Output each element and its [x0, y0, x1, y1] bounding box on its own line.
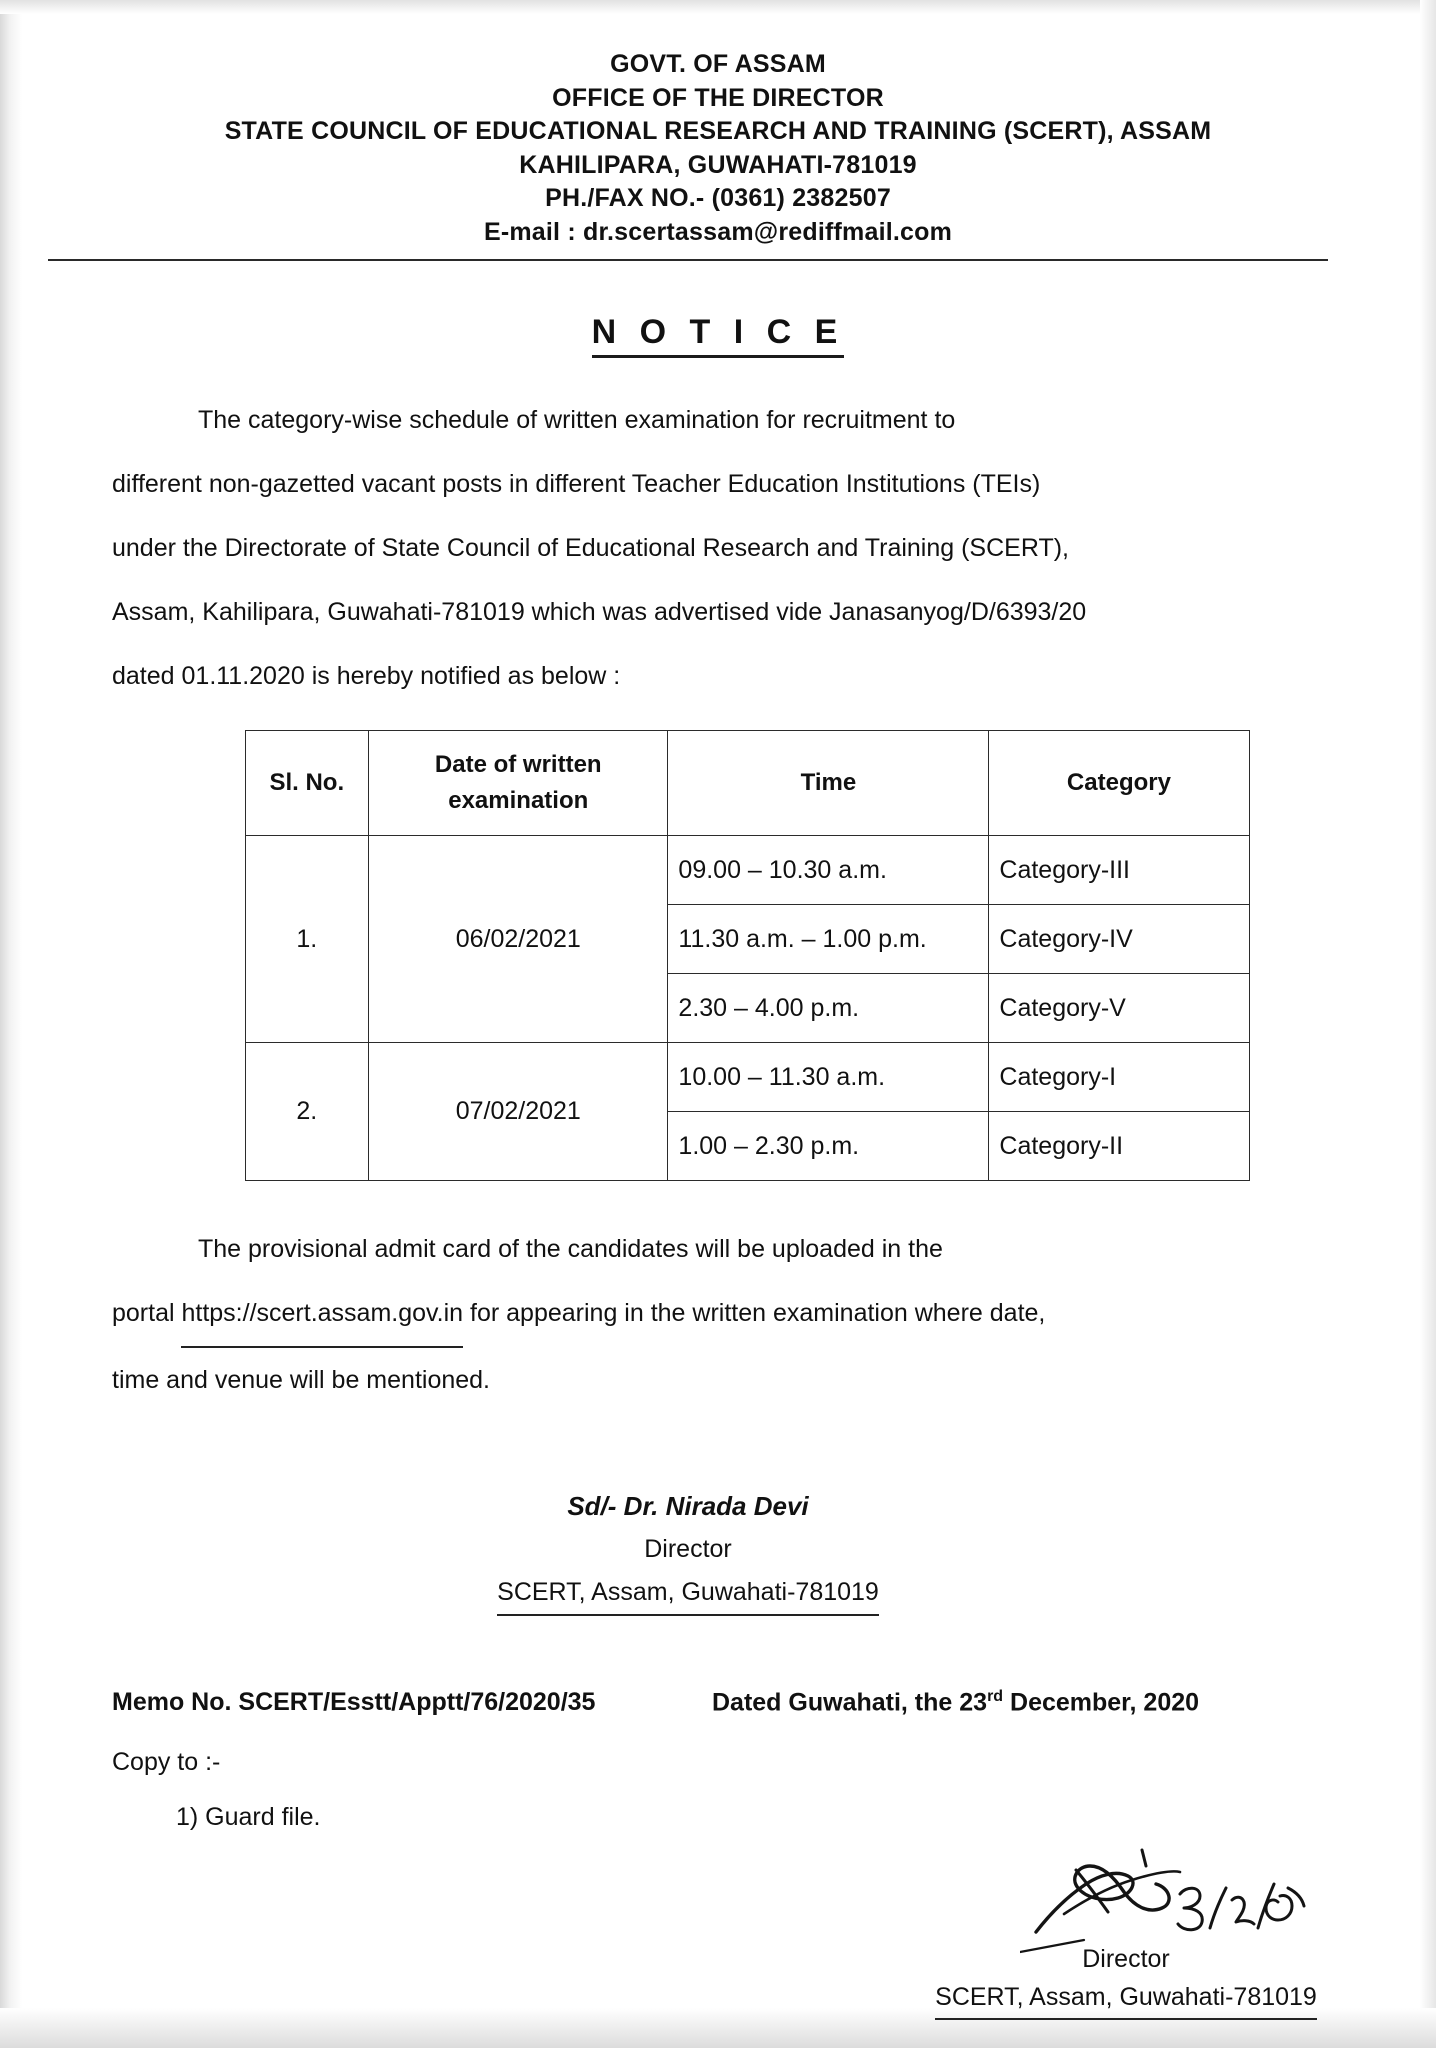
signatory-designation: Director	[644, 1535, 732, 1564]
letterhead-phone: PH./FAX NO.- (0361) 2382507	[545, 184, 891, 212]
column-header-date-line2: examination	[448, 787, 589, 814]
letterhead-address: KAHILIPARA, GUWAHATI-781019	[519, 150, 917, 179]
memo-date-suffix: December, 2020	[1003, 1688, 1200, 1717]
cell-sl-no: 1.	[245, 836, 369, 1043]
intro-paragraph	[60, 388, 1376, 708]
intro-line-1-text: The category-wise schedule of written examination for recruitment to	[198, 406, 956, 434]
copy-to-label: Copy to :-	[112, 1747, 221, 1776]
cell-category: Category-III	[989, 836, 1249, 905]
copy-to-item: 1) Guard file.	[176, 1802, 321, 1831]
memo-row	[60, 1688, 1376, 1717]
cell-time: 11.30 a.m. – 1.00 p.m.	[668, 905, 989, 974]
portal-url-link[interactable]: https://scert.assam.gov.in	[181, 1281, 463, 1348]
bottom-signatory-designation: Director	[1082, 1944, 1170, 1973]
cell-sl-no: 2.	[245, 1043, 369, 1181]
cell-exam-date: 07/02/2021	[369, 1043, 668, 1181]
memo-date	[712, 1688, 1199, 1717]
column-header-date	[369, 731, 668, 836]
letterhead-council: STATE COUNCIL OF EDUCATIONAL RESEARCH AND TRAINING (SCERT), ASSAM	[224, 117, 1212, 145]
intro-line-2: different non-gazetted vacant posts in different Teacher Education Institutions (TEIs)	[112, 470, 1041, 498]
intro-line-5: dated 01.11.2020 is hereby notified as below :	[112, 662, 621, 690]
signatory-name: Sd/- Dr. Nirada Devi	[567, 1491, 809, 1521]
bottom-signature-block	[60, 1842, 1376, 2022]
admit-card-line-2	[112, 1281, 1324, 1348]
admit-card-paragraph	[60, 1217, 1376, 1412]
column-header-date-line1: Date of written	[434, 751, 602, 778]
bottom-signatory-office-text: SCERT, Assam, Guwahati-781019	[935, 1978, 1317, 2020]
notice-title	[60, 313, 1376, 352]
letterhead-divider	[48, 259, 1328, 261]
letterhead-government: GOVT. OF ASSAM	[610, 50, 826, 78]
letterhead	[60, 0, 1376, 249]
column-header-time: Time	[668, 731, 989, 836]
memo-date-ordinal: rd	[987, 1688, 1004, 1706]
signature-block	[60, 1484, 1376, 1616]
schedule-table-wrapper	[60, 730, 1376, 1181]
memo-date-prefix: Dated Guwahati, the 23	[712, 1688, 988, 1717]
table-header-row	[245, 731, 1249, 836]
column-header-sl-no: Sl. No.	[245, 731, 369, 836]
admit-card-line-1	[112, 1217, 1324, 1281]
memo-number: Memo No. SCERT/Esstt/Apptt/76/2020/35	[112, 1688, 596, 1717]
bottom-signature-text	[886, 1940, 1366, 2021]
intro-line-3: under the Directorate of State Council of Educational Research and Training (SCERT),	[112, 534, 1069, 562]
cell-exam-date: 06/02/2021	[369, 836, 668, 1043]
table-row	[245, 836, 1249, 905]
cell-category: Category-IV	[989, 905, 1249, 974]
admit-card-line-1-text: The provisional admit card of the candidates will be uploaded in the	[198, 1235, 943, 1263]
admit-card-line-3: time and venue will be mentioned.	[112, 1366, 491, 1394]
cell-time: 09.00 – 10.30 a.m.	[668, 836, 989, 905]
cell-category: Category-V	[989, 974, 1249, 1043]
letterhead-office: OFFICE OF THE DIRECTOR	[552, 83, 884, 112]
cell-time: 1.00 – 2.30 p.m.	[668, 1112, 989, 1181]
column-header-category: Category	[989, 731, 1249, 836]
cell-category: Category-I	[989, 1043, 1249, 1112]
table-row	[245, 1043, 1249, 1112]
intro-line-1	[112, 388, 1324, 452]
bottom-signatory-office	[886, 1978, 1366, 2020]
table-body	[245, 836, 1249, 1181]
table-head	[245, 731, 1249, 836]
admit-card-line-2-prefix: portal	[112, 1299, 182, 1327]
cell-time: 10.00 – 11.30 a.m.	[668, 1043, 989, 1112]
signatory-office	[497, 1571, 879, 1617]
exam-schedule-table	[245, 730, 1250, 1181]
letterhead-email: E-mail : dr.scertassam@rediffmail.com	[483, 217, 953, 246]
signature-inner	[497, 1484, 879, 1616]
admit-card-line-2-suffix: for appearing in the written examination where date,	[463, 1299, 1046, 1327]
signatory-office-text: SCERT, Assam, Guwahati-781019	[497, 1571, 879, 1617]
cell-category: Category-II	[989, 1112, 1249, 1181]
notice-title-text: N O T I C E	[592, 313, 845, 358]
cell-time: 2.30 – 4.00 p.m.	[668, 974, 989, 1043]
intro-line-4: Assam, Kahilipara, Guwahati-781019 which was advertised vide Janasanyog/D/6393/20	[112, 598, 1087, 626]
